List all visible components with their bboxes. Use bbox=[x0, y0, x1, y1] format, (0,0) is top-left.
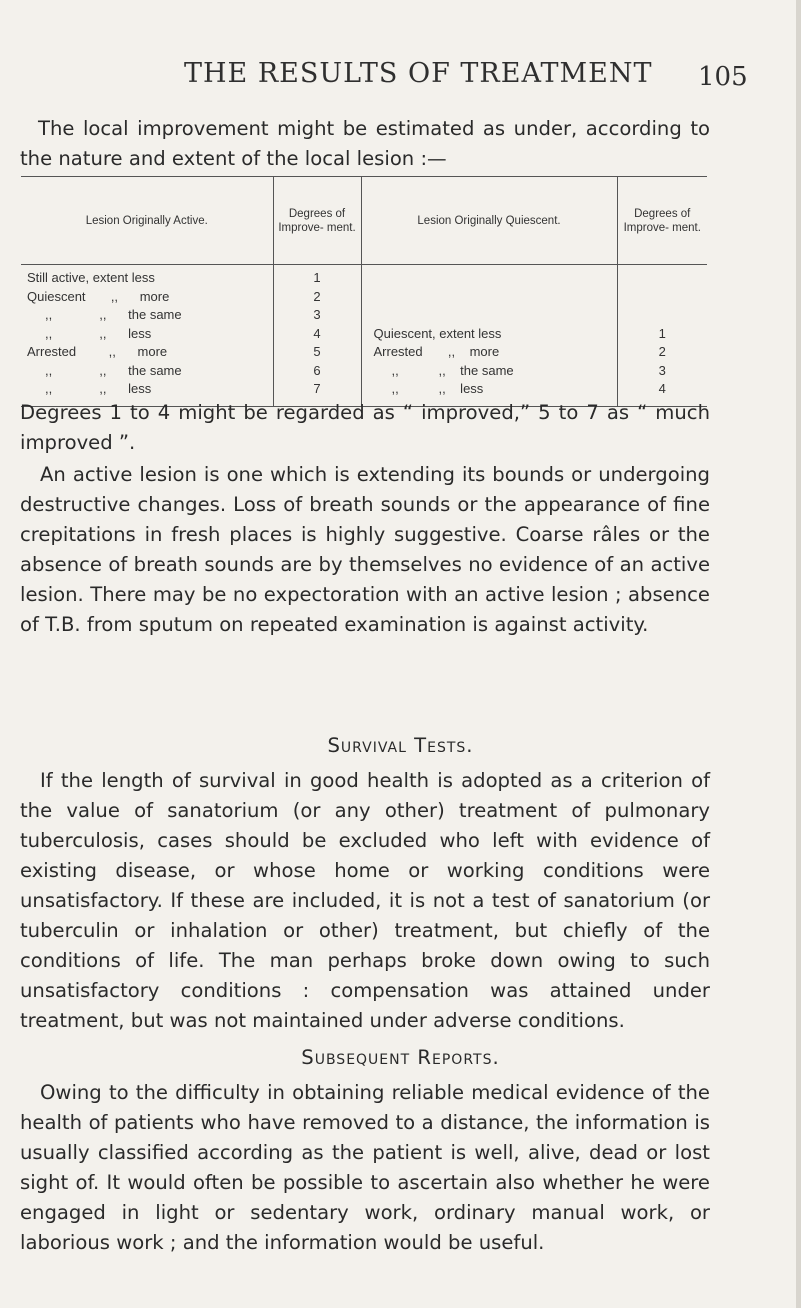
table-cell: 1 bbox=[313, 270, 321, 285]
intro-paragraph: The local improvement might be estimated as under, according to the nature and extent of the local lesion :— bbox=[20, 117, 710, 170]
table-cell: 2 bbox=[658, 344, 666, 359]
table-cell: 2 bbox=[313, 288, 321, 304]
degrees-note: Degrees 1 to 4 might be regarded as “ improved,” 5 to 7 as “ much improved ”. bbox=[20, 401, 710, 454]
table-cell bbox=[374, 269, 616, 288]
page-edge bbox=[796, 0, 801, 1308]
table-cell: Arrested ,, more bbox=[27, 344, 168, 359]
table-cell: ,, ,, less bbox=[27, 325, 152, 341]
survival-paragraph: If the length of survival in good health is adopted as a criterion of the value of sanatorium (or any other) treatment of pulmonary tuberculosis, cases should be excluded who left with evidence of existing disease, or whose home or working conditions were unsatisfactory. If these are included, it is not a test of sanatorium (or tuberculin or inhalation or other) treatment, but chiefly of the conditions of life. The man perhaps broke down owing to such unsatisfactory conditions : compensation was attained under treatment, but was not maintained under adverse conditions. bbox=[20, 769, 710, 1032]
table-cell bbox=[619, 288, 707, 307]
table-cell: Quiescent, extent less bbox=[373, 325, 502, 341]
table-cell bbox=[374, 306, 616, 325]
table-cell: ,, ,, less bbox=[373, 381, 484, 396]
header-lesion-active: Lesion Originally Active. bbox=[21, 177, 273, 265]
header-lesion-quiescent: Lesion Originally Quiescent. bbox=[361, 177, 617, 265]
table-cell: 1 bbox=[658, 325, 666, 341]
table-cell: Still active, extent less bbox=[27, 270, 155, 285]
table-cell: ,, ,, the same bbox=[27, 307, 182, 322]
quiescent-degrees-cell bbox=[617, 265, 707, 407]
page-number: 105 bbox=[698, 62, 748, 92]
section-heading-survival: Survival Tests. bbox=[327, 734, 474, 757]
table-cell: 6 bbox=[313, 362, 321, 378]
table-cell: ,, ,, less bbox=[27, 381, 152, 396]
active-labels-cell bbox=[21, 265, 273, 407]
table-cell: 5 bbox=[313, 344, 321, 359]
page-header bbox=[0, 58, 801, 98]
table-cell bbox=[374, 288, 616, 307]
table-body-row bbox=[21, 265, 707, 407]
table-cell: 3 bbox=[313, 307, 321, 322]
table-cell: ,, ,, the same bbox=[27, 362, 182, 378]
table-header-row bbox=[21, 177, 707, 265]
table-cell: ,, ,, the same bbox=[373, 362, 514, 378]
table-cell: Arrested ,, more bbox=[373, 344, 500, 359]
quiescent-labels-cell bbox=[361, 265, 617, 407]
running-head: THE RESULTS OF TREATMENT bbox=[184, 58, 653, 89]
header-degrees-left: Degrees of Improve- ment. bbox=[273, 177, 361, 265]
subsequent-paragraph: Owing to the difficulty in obtaining reliable medical evidence of the health of patients who have removed to a distance, the information is usually classified according as the patient is well, alive, dead or lost sight of. It would often be possible to ascertain also whether he were engaged in light or sedentary work, ordinary manual work, or laborious work ; and the information would be useful. bbox=[20, 1081, 710, 1254]
active-degrees-cell bbox=[273, 265, 361, 407]
table-cell bbox=[619, 269, 707, 288]
header-degrees-right: Degrees of Improve- ment. bbox=[617, 177, 707, 265]
table-cell: 4 bbox=[313, 325, 321, 341]
improvement-table bbox=[21, 176, 707, 407]
table-cell: 7 bbox=[313, 381, 321, 396]
section-heading-subsequent: Subsequent Reports. bbox=[301, 1046, 500, 1069]
table-cell bbox=[619, 306, 707, 325]
table-cell: 3 bbox=[658, 362, 666, 378]
active-lesion-paragraph: An active lesion is one which is extending its bounds or undergoing destructive changes. Loss of breath sounds or the appearance of fine crepitations in fresh places is highly suggestive. Coarse râles or the absence of breath sounds are by themselves no evidence of an active lesion. There may be no expectoration with an active lesion ; absence of T.B. from sputum on repeated examination is against activity. bbox=[20, 463, 710, 636]
table-cell: 4 bbox=[658, 381, 666, 396]
table-cell: Quiescent ,, more bbox=[27, 288, 170, 304]
